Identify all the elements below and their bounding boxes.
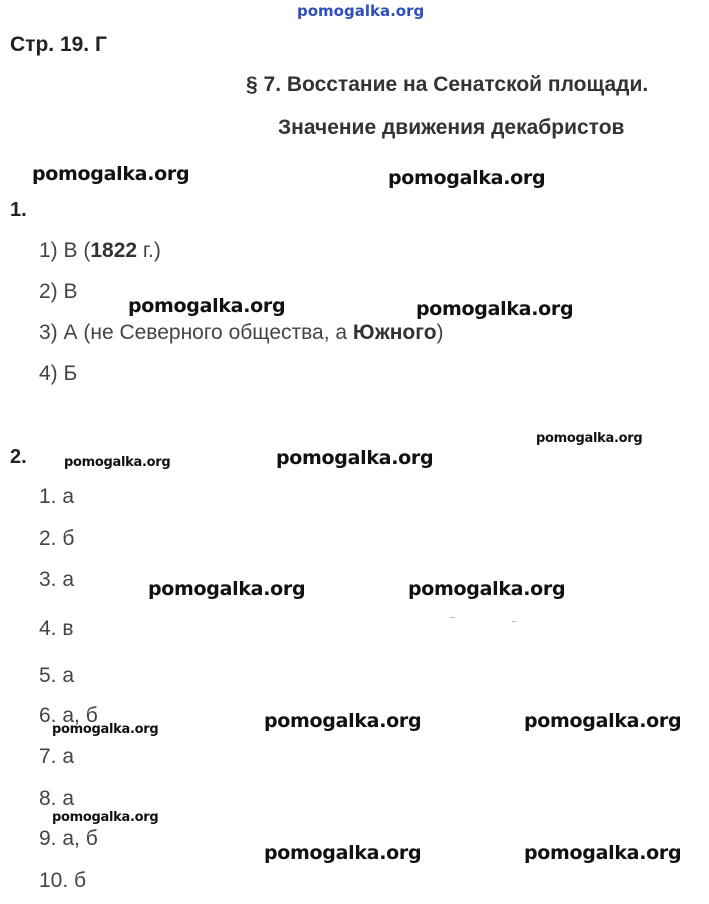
watermark: pomogalka.org — [536, 431, 643, 446]
answer-prefix: 1) В ( — [39, 239, 91, 262]
scan-artifact — [450, 617, 455, 618]
section-title: § 7. Восстание на Сенатской площади. — [246, 73, 649, 96]
task-2-answer-3: 3. а — [39, 568, 75, 591]
page-reference: Стр. 19. Г — [10, 33, 107, 56]
answer-prefix: 2) В — [39, 280, 78, 303]
task-2-answer-4: 4. в — [39, 617, 74, 640]
task-1-answer-1 — [39, 239, 161, 263]
top-site-watermark: pomogalka.org — [297, 2, 425, 20]
watermark: pomogalka.org — [52, 810, 159, 825]
answer-bold: Южного — [352, 321, 437, 344]
task-1-answer-4 — [39, 362, 77, 386]
answer-prefix: 4) Б — [39, 362, 78, 385]
task-2-number: 2. — [10, 446, 27, 468]
watermark: pomogalka.org — [52, 722, 159, 737]
watermark: pomogalka.org — [416, 298, 574, 320]
task-1-number: 1. — [10, 199, 27, 221]
task-1-answer-2 — [39, 280, 78, 304]
task-2-answer-1: 1. а — [39, 485, 75, 508]
task-2-answer-6: 6. а, б — [39, 704, 98, 727]
task-2-answer-10: 10. б — [39, 869, 87, 892]
watermark: pomogalka.org — [64, 455, 171, 470]
watermark: pomogalka.org — [264, 710, 422, 732]
answer-suffix: ) — [436, 321, 444, 344]
task-1-answer-3 — [39, 321, 444, 345]
watermark: pomogalka.org — [148, 578, 306, 600]
watermark: pomogalka.org — [524, 710, 682, 732]
answer-bold: 1822 — [90, 239, 138, 262]
scan-artifact — [512, 621, 516, 622]
watermark: pomogalka.org — [32, 163, 190, 185]
task-2-answer-8: 8. а — [39, 787, 75, 810]
answer-prefix: 3) А (не Северного общества, а — [39, 321, 353, 344]
answer-suffix: г.) — [137, 239, 161, 262]
section-subtitle: Значение движения декабристов — [278, 116, 625, 139]
watermark: pomogalka.org — [128, 295, 286, 317]
watermark: pomogalka.org — [276, 447, 434, 469]
watermark: pomogalka.org — [408, 578, 566, 600]
watermark: pomogalka.org — [388, 167, 546, 189]
task-2-answer-7: 7. а — [39, 745, 75, 768]
task-2-answer-5: 5. а — [39, 664, 75, 687]
task-2-answer-2: 2. б — [39, 527, 75, 550]
watermark: pomogalka.org — [264, 842, 422, 864]
task-2-answer-9: 9. а, б — [39, 827, 98, 850]
watermark: pomogalka.org — [524, 842, 682, 864]
